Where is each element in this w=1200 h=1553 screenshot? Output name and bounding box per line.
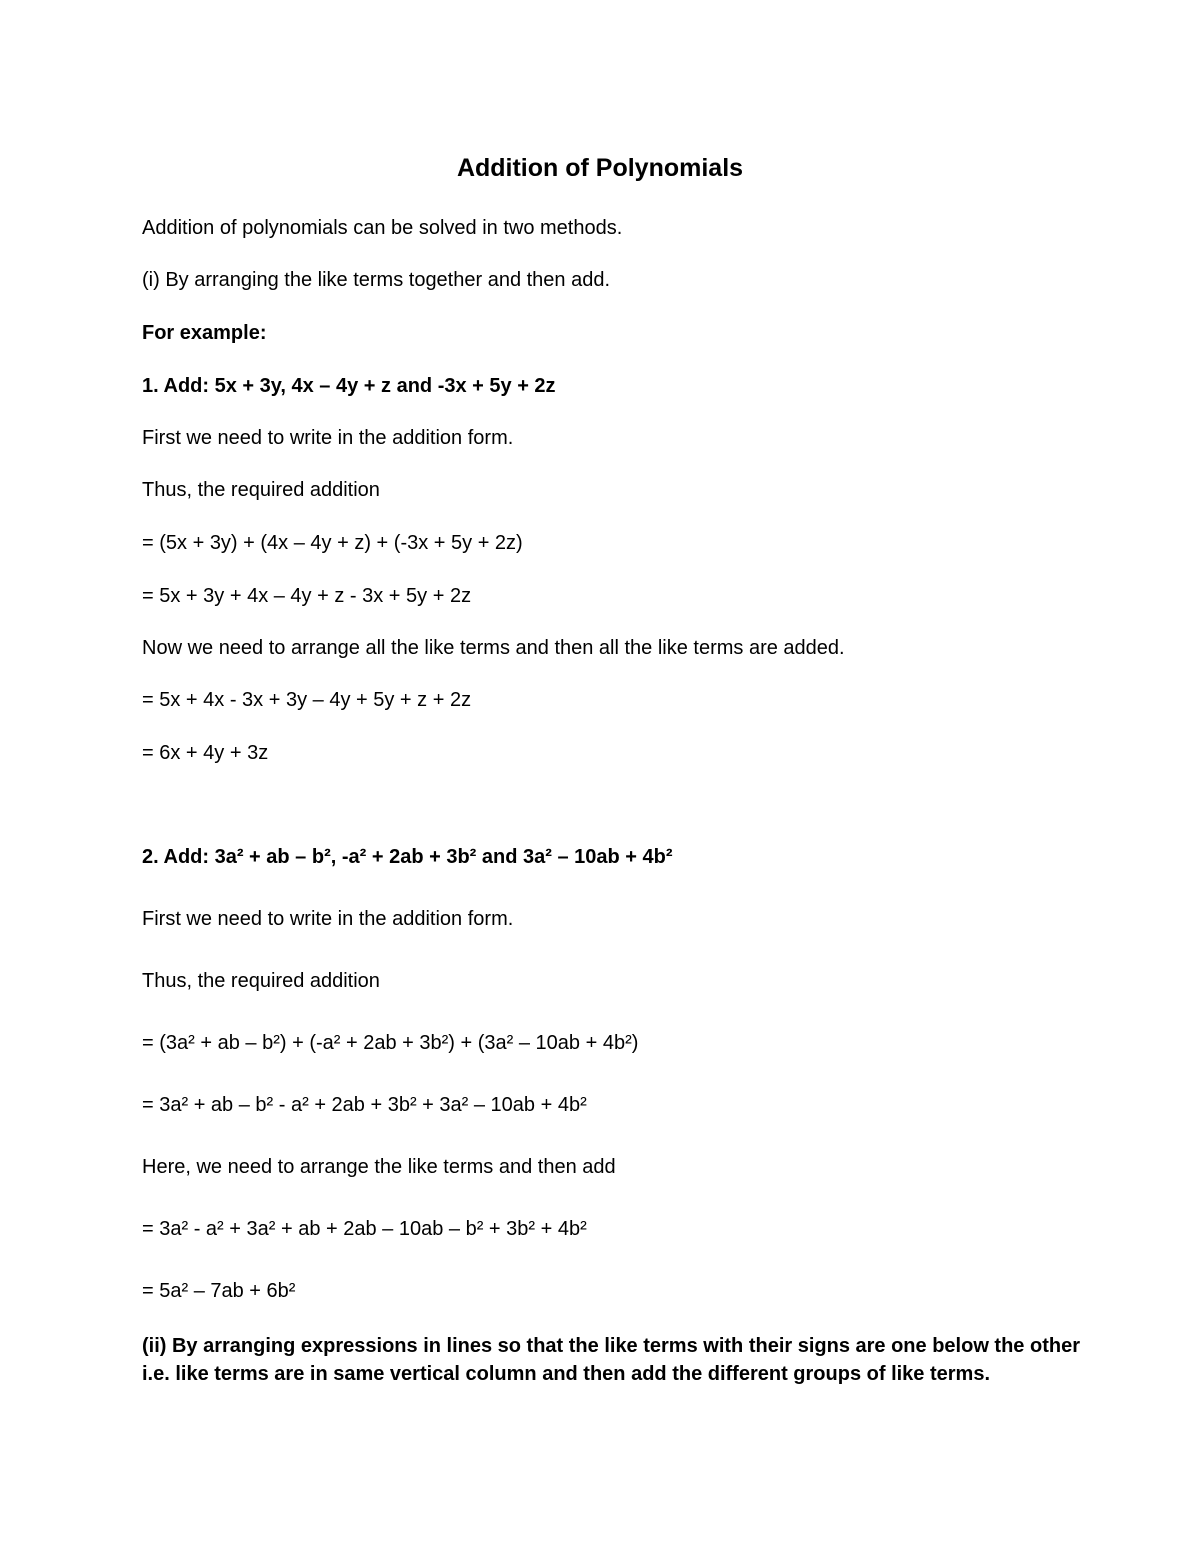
equation-line: = 3a² + ab – b² - a² + 2ab + 3b² + 3a² – 10ab + 4b² bbox=[142, 1094, 587, 1116]
step-text: First we need to write in the addition form. bbox=[142, 427, 514, 449]
step-text: Thus, the required addition bbox=[142, 970, 380, 992]
step-text: Thus, the required addition bbox=[142, 479, 380, 501]
example-two-heading: 2. Add: 3a² + ab – b², -a² + 2ab + 3b² and 3a² – 10ab + 4b² bbox=[142, 846, 673, 868]
method-two-text: (ii) By arranging expressions in lines so that the like terms with their signs are one below the other i.e. like terms are in same vertical column and then add the different groups of like terms. bbox=[142, 1335, 1080, 1385]
step-text: Now we need to arrange all the like terms and then all the like terms are added. bbox=[142, 637, 845, 659]
step-text: First we need to write in the addition form. bbox=[142, 908, 514, 930]
equation-line: = (5x + 3y) + (4x – 4y + z) + (-3x + 5y + 2z) bbox=[142, 532, 523, 554]
method-one-text: (i) By arranging the like terms together and then add. bbox=[142, 269, 611, 291]
equation-line: = 6x + 4y + 3z bbox=[142, 742, 269, 764]
intro-text: Addition of polynomials can be solved in two methods. bbox=[142, 217, 623, 239]
step-text: Here, we need to arrange the like terms and then add bbox=[142, 1156, 616, 1178]
equation-line: = 5x + 4x - 3x + 3y – 4y + 5y + z + 2z bbox=[142, 689, 472, 711]
equation-line: = 5a² – 7ab + 6b² bbox=[142, 1280, 296, 1302]
equation-line: = 5x + 3y + 4x – 4y + z - 3x + 5y + 2z bbox=[142, 585, 472, 607]
example-heading: For example: bbox=[142, 322, 267, 344]
equation-line: = 3a² - a² + 3a² + ab + 2ab – 10ab – b² + 3b² + 4b² bbox=[142, 1218, 587, 1240]
page-title: Addition of Polynomials bbox=[456, 154, 744, 182]
example-one-heading: 1. Add: 5x + 3y, 4x – 4y + z and -3x + 5y + 2z bbox=[142, 375, 556, 397]
equation-line: = (3a² + ab – b²) + (-a² + 2ab + 3b²) + (3a² – 10ab + 4b²) bbox=[142, 1032, 639, 1054]
